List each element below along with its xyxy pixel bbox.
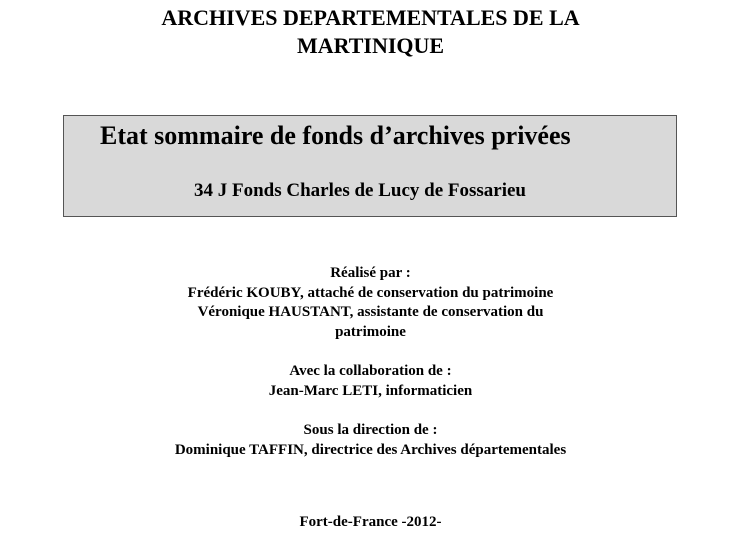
spacer [0,342,741,362]
institution-name-line1: ARCHIVES DEPARTEMENTALES DE LA [161,5,580,30]
direction-label: Sous la direction de : [303,422,438,438]
place-date-footer: Fort-de-France -2012- [299,514,442,530]
spacer [0,401,741,421]
director-taffin: Dominique TAFFIN, directrice des Archives départementales [174,441,567,458]
collaboration-label: Avec la collaboration de : [289,363,452,379]
institution-header [0,4,741,60]
document-title: Etat sommaire de fonds d’archives privées [100,121,571,150]
author-haustant-line1: Véronique HAUSTANT, assistante de conservation du [197,304,544,320]
author-haustant-line2: patrimoine [335,323,406,340]
realise-label: Réalisé par : [330,265,411,281]
collaborator-leti: Jean-Marc LETI, informaticien [268,382,473,399]
title-box [63,115,677,217]
fonds-subtitle: 34 J Fonds Charles de Lucy de Fossarieu [194,180,526,201]
author-kouby: Frédéric KOUBY, attaché de conservation du patrimoine [187,284,554,301]
institution-name-line2: MARTINIQUE [296,33,445,58]
credits-block [0,264,741,460]
